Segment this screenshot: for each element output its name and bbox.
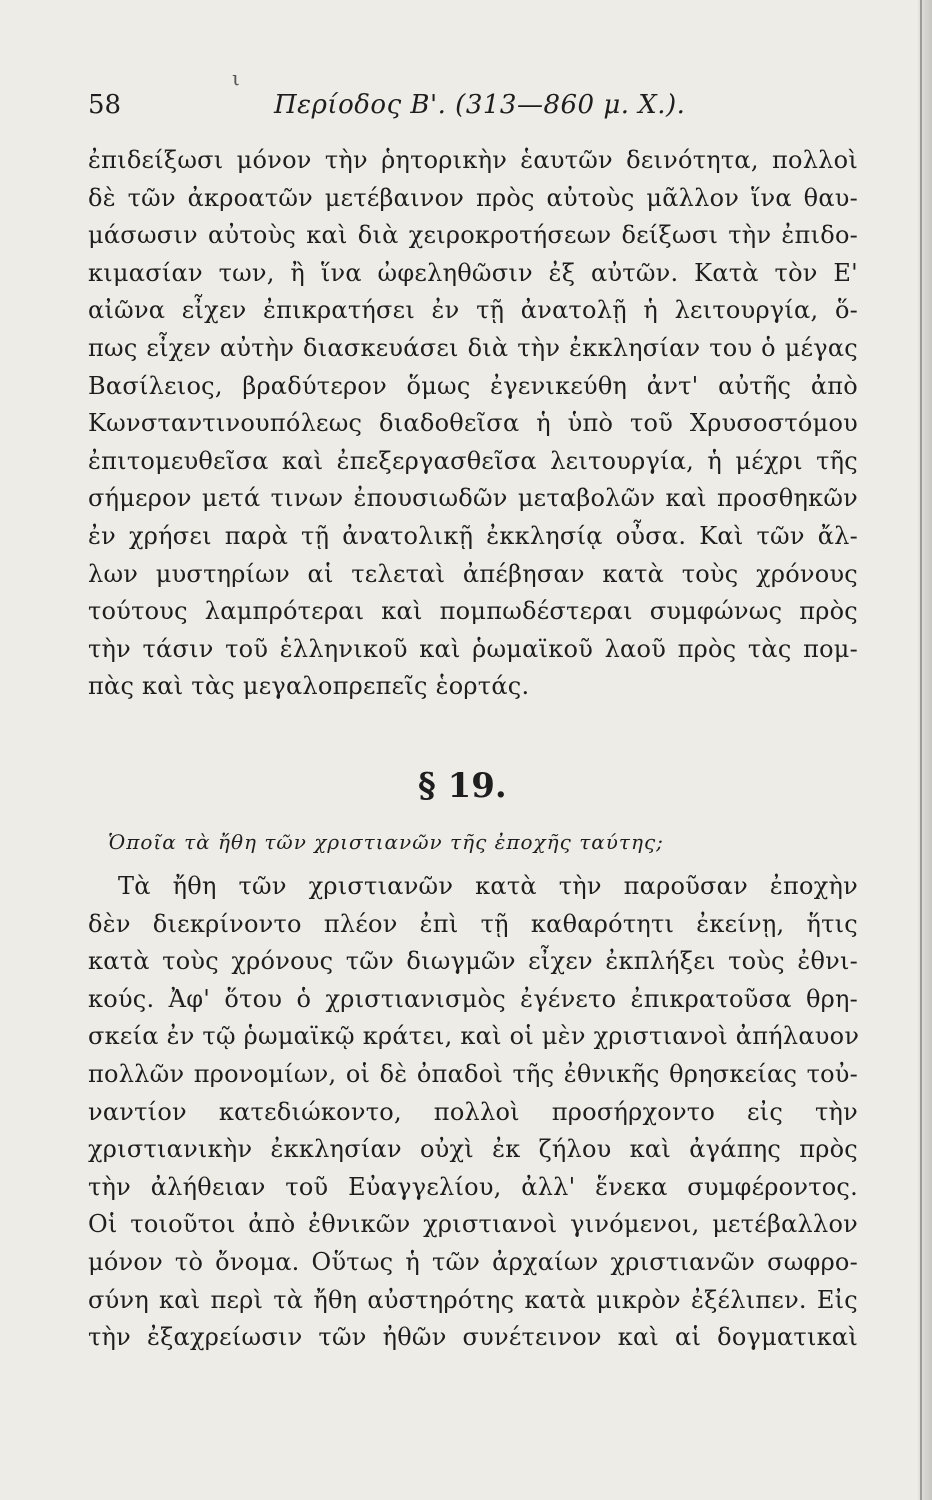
- page-header: [88, 86, 868, 126]
- text-line: τὴν ἐξαχρείωσιν τῶν ἠθῶν συνέτεινον καὶ αἱ δογματικαὶ: [88, 1323, 858, 1352]
- text-line: ἐν χρήσει παρὰ τῇ ἀνατολικῇ ἐκκλησίᾳ οὖσα. Καὶ τῶν ἄλ-: [88, 521, 858, 550]
- text-line: τούτους λαμπρότεραι καὶ πομπωδέστεραι συμφώνως πρὸς: [88, 597, 858, 626]
- text-line: πως εἶχεν αὐτὴν διασκευάσει διὰ τὴν ἐκκλησίαν του ὁ μέγας: [88, 333, 858, 362]
- text-line: ἐπιτομευθεῖσα καὶ ἐπεξεργασθεῖσα λειτουργία, ἡ μέχρι τῆς: [88, 446, 858, 475]
- text-line: μόνον τὸ ὄνομα. Οὕτως ἡ τῶν ἀρχαίων χριστιανῶν σωφρο-: [88, 1247, 858, 1276]
- text-line: Τὰ ἤθη τῶν χριστιανῶν κατὰ τὴν παροῦσαν ἐποχὴν: [118, 872, 858, 900]
- ink-mark: ι: [232, 66, 240, 90]
- text-line: κιμασίαν των, ἢ ἵνα ὠφεληθῶσιν ἐξ αὐτῶν. Κατὰ τὸν Ε': [88, 258, 858, 287]
- section-question: Ὁποῖα τὰ ἤθη τῶν χριστιανῶν τῆς ἐποχῆς ταύτης;: [108, 830, 664, 854]
- text-line: λων μυστηρίων αἱ τελεταὶ ἀπέβησαν κατὰ τοὺς χρόνους: [88, 559, 858, 588]
- text-line: κούς. Ἀφ' ὅτου ὁ χριστιανισμὸς ἐγένετο ἐπικρατοῦσα θρη-: [88, 984, 858, 1013]
- text-line: χριστιανικὴν ἐκκλησίαν οὐχὶ ἐκ ζήλου καὶ ἀγάπης πρὸς: [88, 1135, 858, 1164]
- running-head: Περίοδος Β'. (313—860 μ. Χ.).: [274, 90, 686, 120]
- text-line: σήμερον μετά τινων ἐπουσιωδῶν μεταβολῶν καὶ προσθηκῶν: [88, 484, 858, 513]
- page-edge-line: [920, 0, 922, 1500]
- text-line: δὲ τῶν ἀκροατῶν μετέβαινον πρὸς αὐτοὺς μᾶλλον ἵνα θαυ-: [88, 183, 858, 212]
- text-line: σκεία ἐν τῷ ῥωμαϊκῷ κράτει, καὶ οἱ μὲν χριστιανοὶ ἀπήλαυον: [88, 1022, 860, 1051]
- text-line: ναντίον κατεδιώκοντο, πολλοὶ προσήρχοντο εἰς τὴν: [88, 1097, 858, 1126]
- paragraph-2: [88, 868, 858, 1357]
- text-line: Κωνσταντινουπόλεως διαδοθεῖσα ἡ ὑπὸ τοῦ Χρυσοστόμου: [88, 409, 858, 438]
- text-line: Οἱ τοιοῦτοι ἀπὸ ἐθνικῶν χριστιανοὶ γινόμενοι, μετέβαλλον: [88, 1210, 858, 1239]
- text-line: κατὰ τοὺς χρόνους τῶν διωγμῶν εἶχεν ἐκπλήξει τοὺς ἐθνι-: [88, 947, 858, 976]
- text-line: σύνη καὶ περὶ τὰ ἤθη αὐστηρότης κατὰ μικρὸν ἐξέλιπεν. Εἰς: [88, 1285, 858, 1314]
- text-line: αἰῶνα εἶχεν ἐπικρατήσει ἐν τῇ ἀνατολῇ ἡ λειτουργία, ὅ-: [88, 296, 858, 325]
- text-line: πὰς καὶ τὰς μεγαλοπρεπεῖς ἑορτάς.: [88, 672, 530, 701]
- text-line: δὲν διεκρίνοντο πλέον ἐπὶ τῇ καθαρότητι ἐκείνῃ, ἥτις: [88, 909, 858, 938]
- text-line: μάσωσιν αὐτοὺς καὶ διὰ χειροκροτήσεων δείξωσι τὴν ἐπιδο-: [88, 221, 858, 250]
- paragraph-1: [88, 142, 858, 706]
- text-line: Βασίλειος, βραδύτερον ὅμως ἐγενικεύθη ἀντ' αὐτῆς ἀπὸ: [88, 371, 858, 400]
- page-number: 58: [88, 90, 122, 120]
- text-line: τὴν τάσιν τοῦ ἑλληνικοῦ καὶ ῥωμαϊκοῦ λαοῦ πρὸς τὰς πομ-: [88, 634, 858, 663]
- text-line: τὴν ἀλήθειαν τοῦ Εὐαγγελίου, ἀλλ' ἕνεκα συμφέροντος.: [88, 1172, 858, 1201]
- text-line: πολλῶν προνομίων, οἱ δὲ ὀπαδοὶ τῆς ἐθνικῆς θρησκείας τοὐ-: [88, 1059, 858, 1088]
- text-line: ἐπιδείξωσι μόνον τὴν ῥητορικὴν ἑαυτῶν δεινότητα, πολλοὶ: [88, 146, 858, 174]
- section-heading: § 19.: [418, 766, 507, 806]
